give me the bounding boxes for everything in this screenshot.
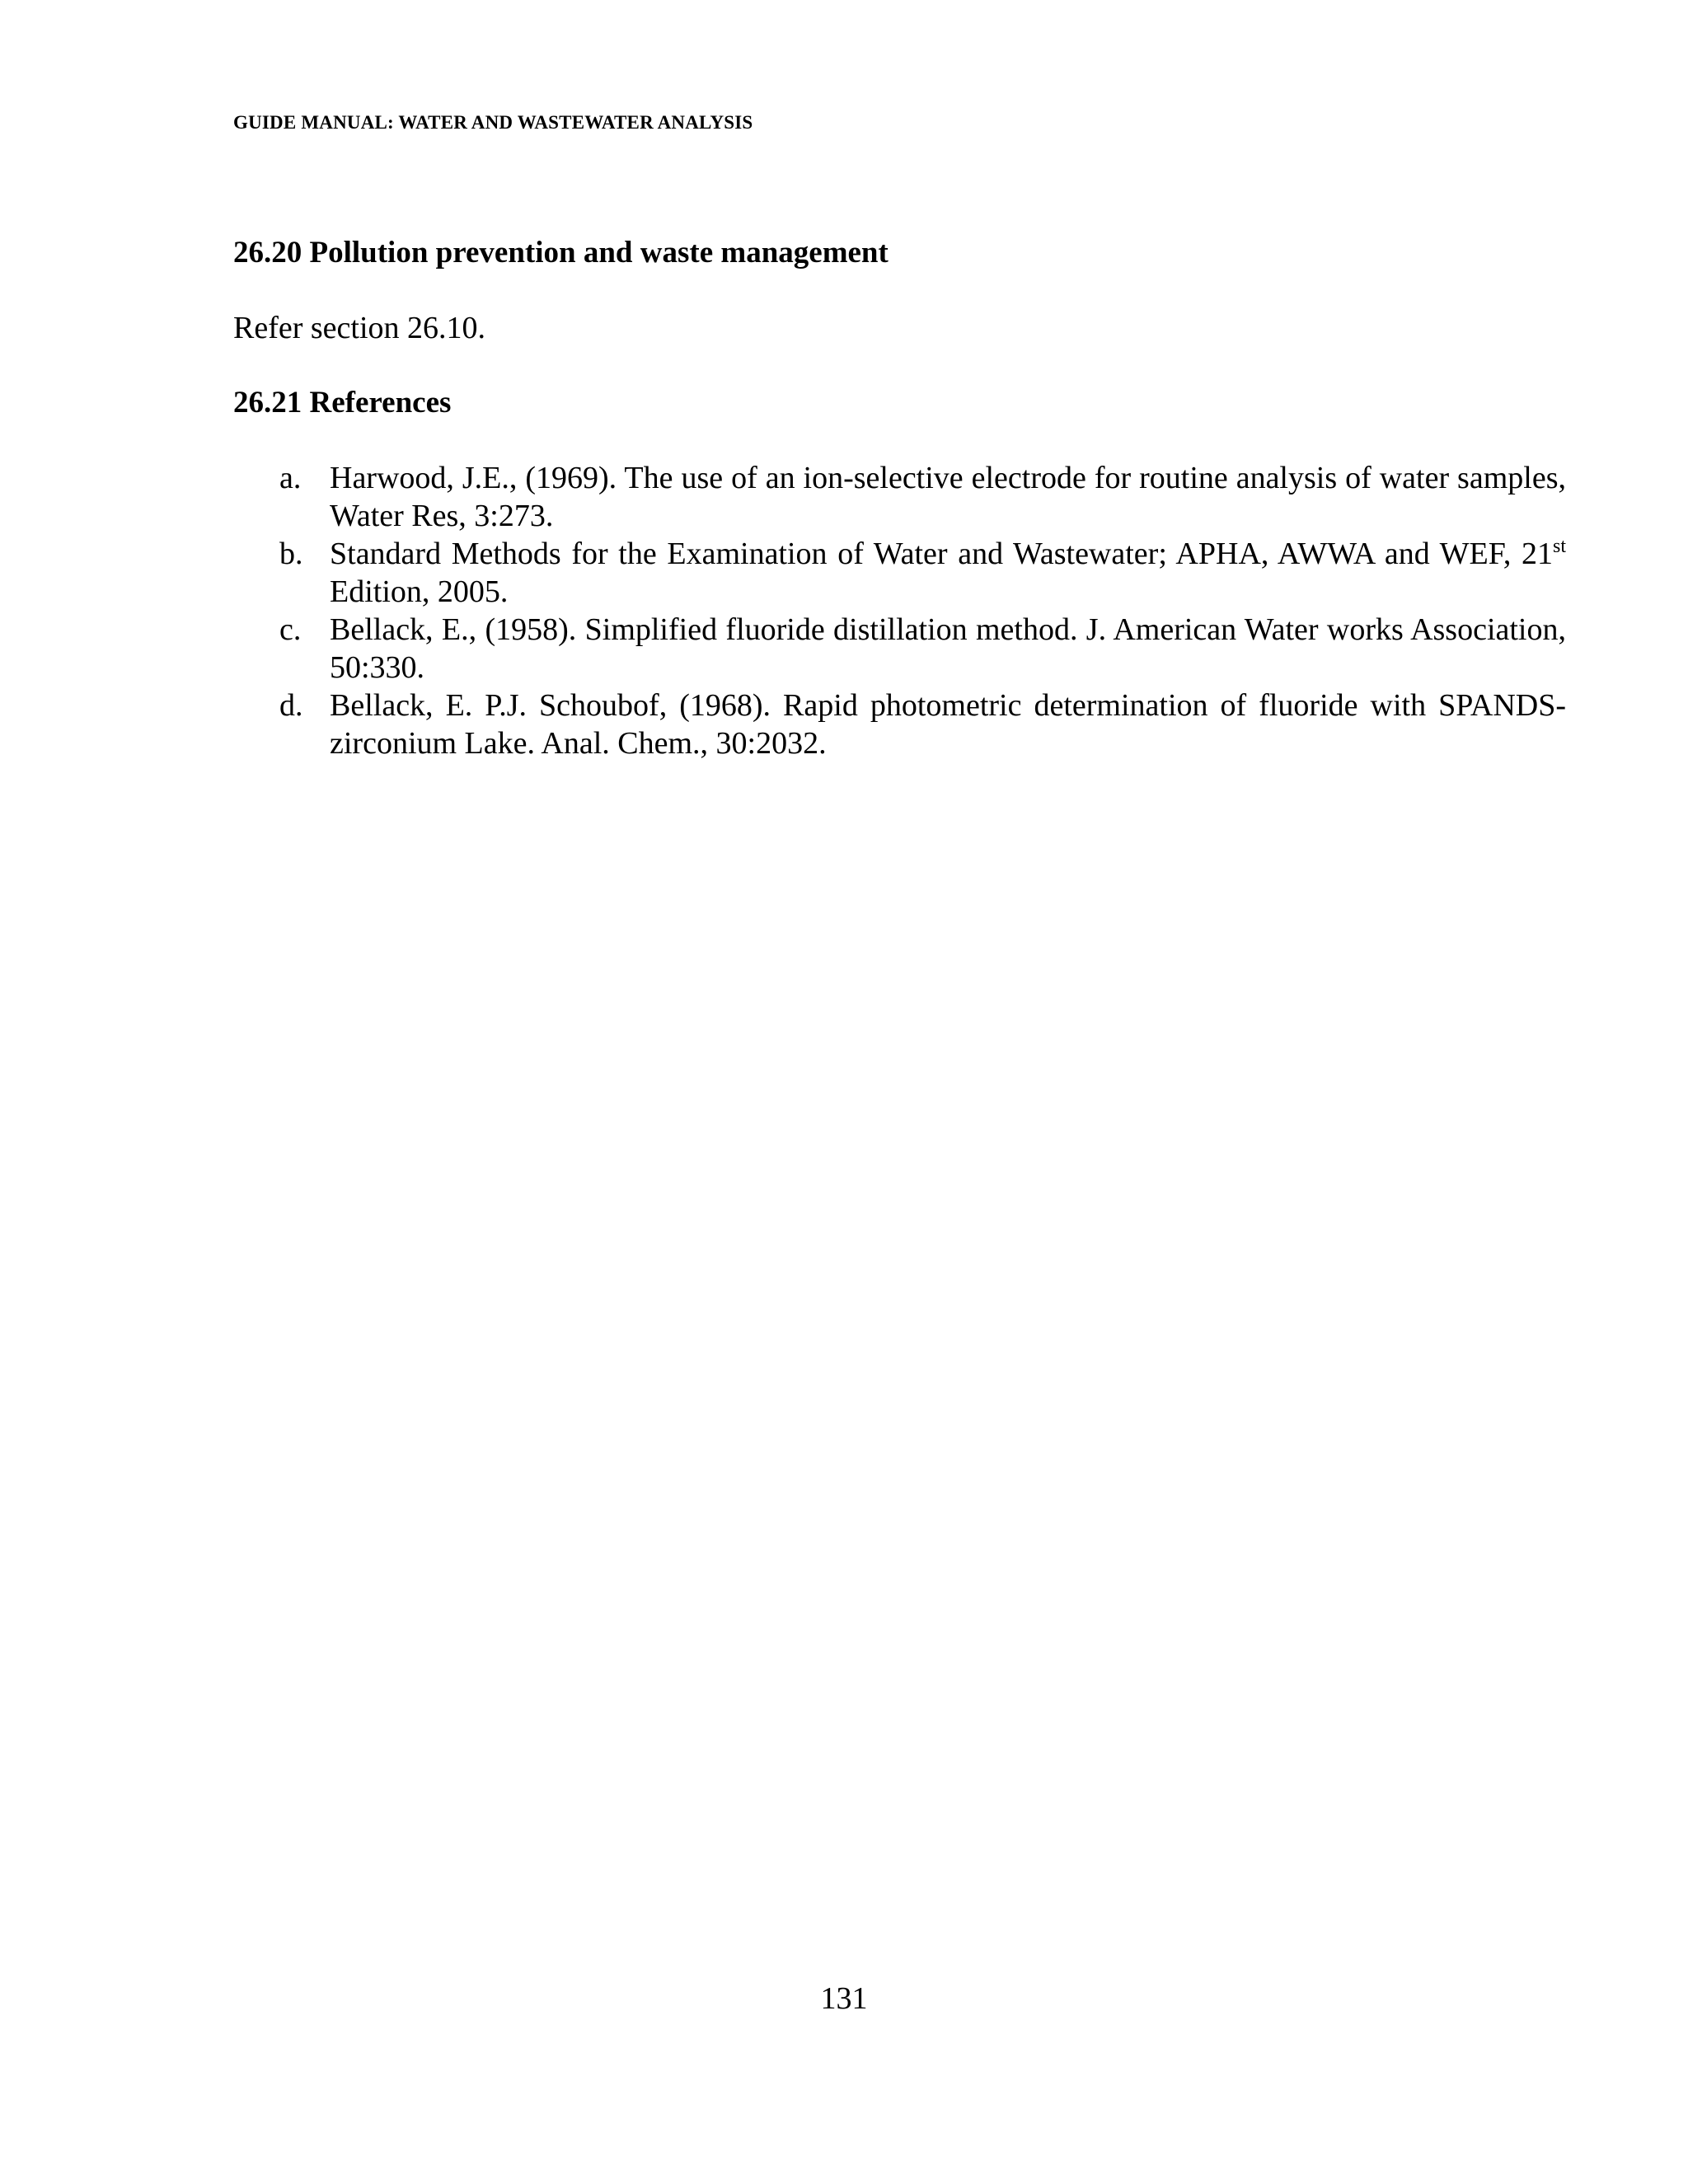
reference-text: Harwood, J.E., (1969). The use of an ion-selective electrode for routine analysis of water samples, Water Res, 3:273. <box>330 461 1566 533</box>
reference-item-a <box>272 459 1566 535</box>
running-header: GUIDE MANUAL: WATER AND WASTEWATER ANALYSIS <box>233 112 753 133</box>
reference-text: Bellack, E. P.J. Schoubof, (1968). Rapid photometric determination of fluoride with SPANDS-zirconium Lake. Anal. Chem., 30:2032. <box>330 688 1566 761</box>
reference-item-c <box>272 611 1566 687</box>
reference-item-d <box>272 687 1566 762</box>
section-heading-references: 26.21 References <box>233 386 452 419</box>
reference-item-b <box>272 535 1566 611</box>
reference-text: Bellack, E., (1958). Simplified fluoride distillation method. J. American Water works Association, 50:330. <box>330 612 1566 685</box>
page-number: 131 <box>820 1981 868 2016</box>
reference-marker: c. <box>279 612 302 647</box>
section-body-text: Refer section 26.10. <box>233 311 486 345</box>
reference-list <box>272 459 1566 762</box>
reference-text-before-superscript: Standard Methods for the Examination of Water and Wastewater; APHA, AWWA and WEF, 21 <box>330 537 1553 571</box>
reference-marker: d. <box>279 688 303 723</box>
ordinal-superscript: st <box>1552 536 1566 557</box>
reference-text <box>330 535 1566 611</box>
section-heading-pollution-prevention: 26.20 Pollution prevention and waste management <box>233 236 889 269</box>
reference-marker: b. <box>279 537 303 571</box>
reference-marker: a. <box>279 461 302 495</box>
reference-text-after-superscript: Edition, 2005. <box>330 574 509 609</box>
